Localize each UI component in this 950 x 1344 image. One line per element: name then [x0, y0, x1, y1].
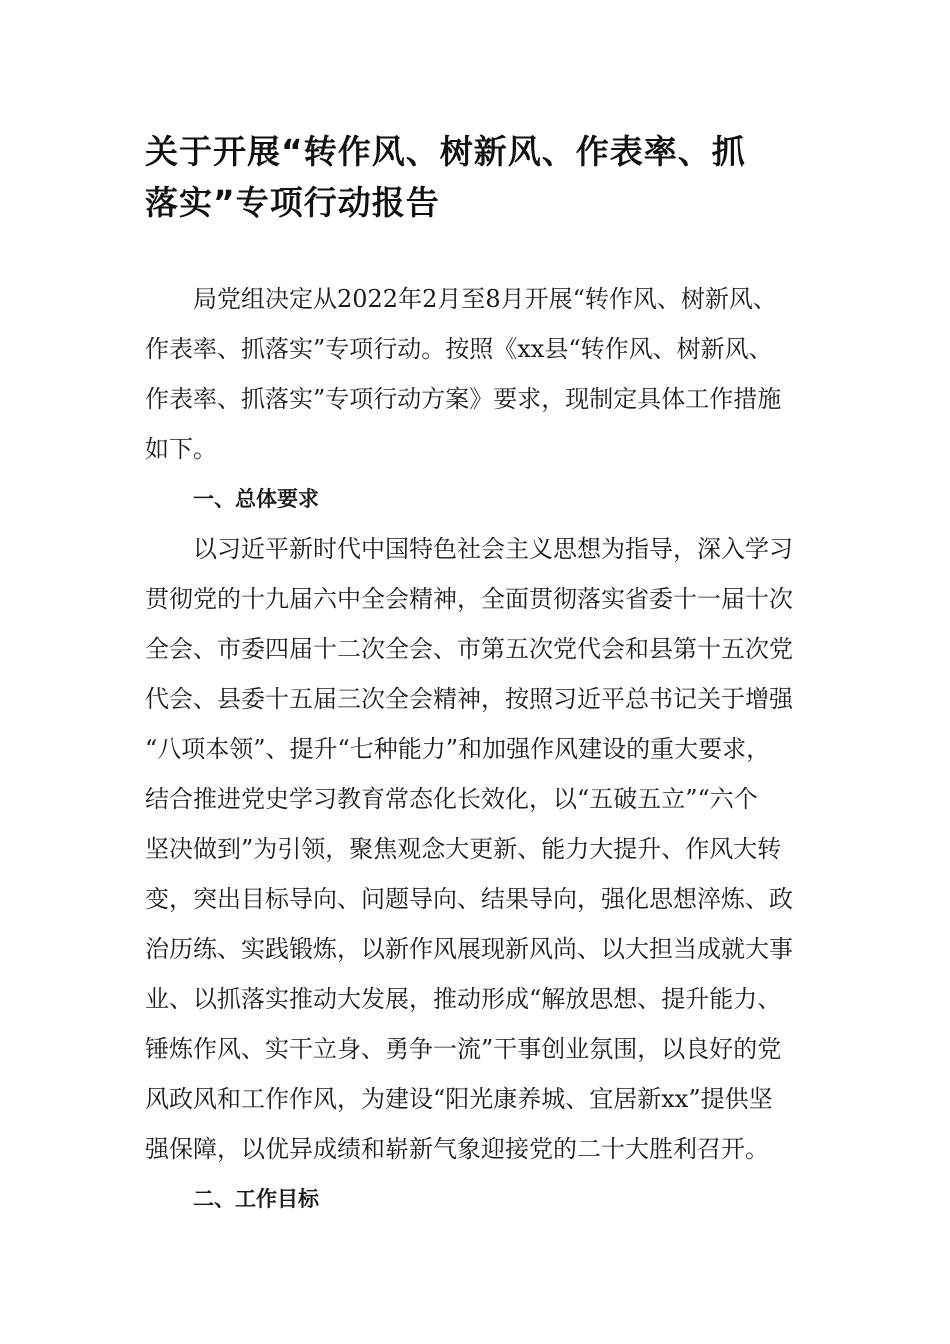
- section-heading-1: [145, 474, 825, 524]
- text-line: 以习近平新时代中国特色社会主义思想为指导，深入学习: [193, 535, 793, 563]
- heading-text: 二、工作目标: [193, 1187, 319, 1211]
- intro-paragraph: [145, 274, 825, 474]
- text-line: 作表率、抓落实”专项行动。按照《xx县“转作风、树新风、: [145, 335, 773, 363]
- text-line: “八项本领”、提升“七种能力”和加强作风建设的重大要求，: [145, 735, 771, 763]
- text-line: 如下。: [145, 435, 217, 463]
- document-body: [145, 274, 825, 1224]
- text-line: 代会、县委十五届三次全会精神，按照习近平总书记关于增强: [145, 685, 793, 713]
- document-title: [145, 126, 825, 228]
- text-line: 业、以抓落实推动大发展，推动形成“解放思想、提升能力、: [145, 985, 782, 1013]
- text-line: 治历练、实践锻炼，以新作风展现新风尚、以大担当成就大事: [145, 935, 793, 963]
- section-heading-2: [145, 1174, 825, 1224]
- title-line: 关于开展“转作风、树新风、作表率、抓: [145, 132, 746, 171]
- text-line: 锤炼作风、实干立身、勇争一流”干事创业氛围，以良好的党: [145, 1035, 782, 1063]
- text-line: 强保障，以优异成绩和崭新气象迎接党的二十大胜利召开。: [145, 1135, 769, 1163]
- title-line: 落实”专项行动报告: [145, 183, 440, 222]
- section-1-paragraph: [145, 524, 825, 1174]
- text-line: 风政风和工作作风，为建设“阳光康养城、宜居新xx”提供坚: [145, 1085, 773, 1113]
- text-line: 变，突出目标导向、问题导向、结果导向，强化思想淬炼、政: [145, 885, 793, 913]
- text-line: 局党组决定从2022年2月至8月开展“转作风、树新风、: [193, 285, 777, 313]
- text-line: 坚决做到”为引领，聚焦观念大更新、能力大提升、作风大转: [145, 835, 782, 863]
- heading-text: 一、总体要求: [193, 487, 319, 511]
- text-line: 贯彻党的十九届六中全会精神，全面贯彻落实省委十一届十次: [145, 585, 793, 613]
- text-line: 全会、市委四届十二次全会、市第五次党代会和县第十五次党: [145, 635, 793, 663]
- text-line: 结合推进党史学习教育常态化长效化，以“五破五立”“六个: [145, 785, 758, 813]
- text-line: 作表率、抓落实”专项行动方案》要求，现制定具体工作措施: [145, 385, 782, 413]
